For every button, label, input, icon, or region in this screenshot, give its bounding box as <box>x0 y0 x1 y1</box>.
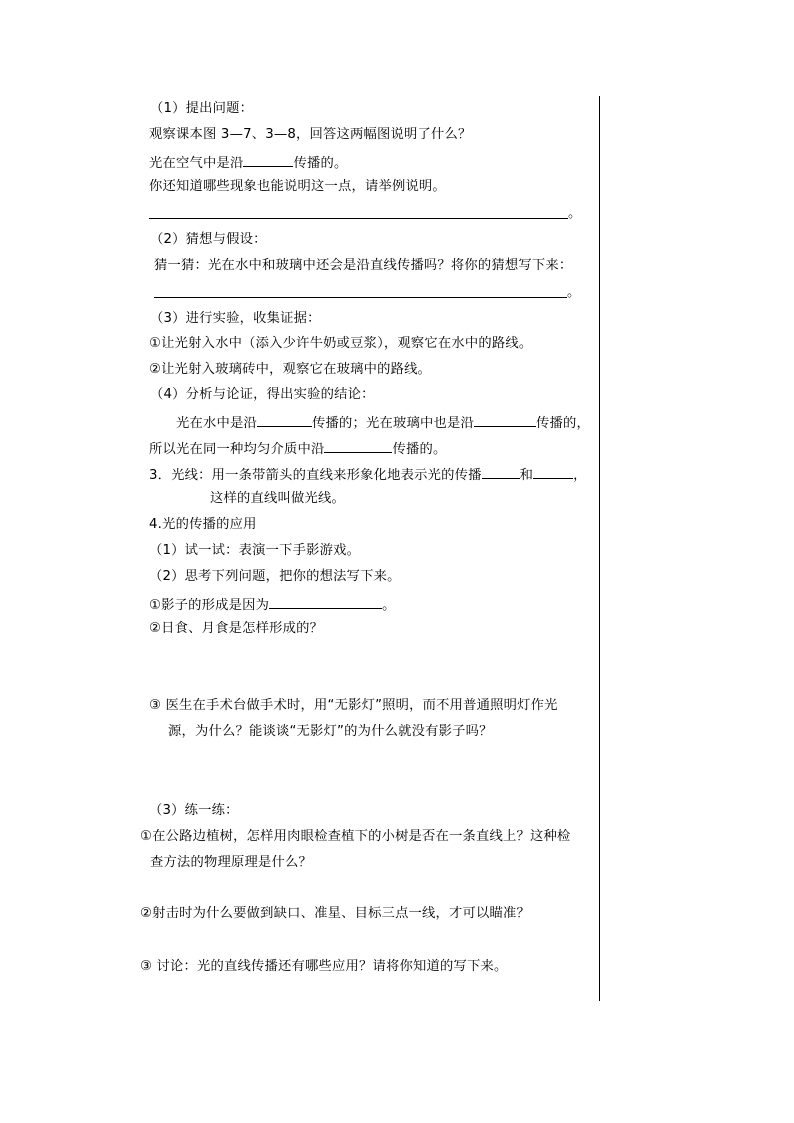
heading-hypothesis: （2）猜想与假设： <box>150 232 267 247</box>
answer-line-1[interactable] <box>149 218 568 219</box>
fill-air-propagation <box>149 153 347 172</box>
question-guess: 猜一猜：光在水中和玻璃中还会是沿直线传播吗？将你的猜想写下来： <box>154 258 573 273</box>
answer-line-1-period: 。 <box>568 206 582 221</box>
light-ray-text-3: ， <box>573 468 587 483</box>
heading-analysis: （4）分析与论证，得出实验的结论： <box>150 387 375 402</box>
blank-medium[interactable] <box>324 439 392 453</box>
light-ray-definition-cont: 这样的直线叫做光线。 <box>210 491 345 506</box>
fill-conclusion-water-glass <box>176 413 590 432</box>
fill-light-ray-definition <box>149 465 587 484</box>
experiment-step-glass: ②让光射入玻璃砖中，观察它在玻璃中的路线。 <box>149 362 432 377</box>
right-border-line <box>599 96 600 1001</box>
medium-text-2: 传播的。 <box>392 442 447 457</box>
shadow-text-1: ①影子的形成是因为 <box>149 598 270 613</box>
heading-application: 4.光的传播的应用 <box>149 517 257 532</box>
heading-ask-question: （1）提出问题： <box>150 101 254 116</box>
practice-discussion: ③ 讨论：光的直线传播还有哪些应用？请将你知道的写下来。 <box>140 959 508 974</box>
light-ray-text-2: 和 <box>519 468 534 483</box>
answer-line-2-period: 。 <box>567 285 581 300</box>
shadow-text-2: 。 <box>382 598 396 613</box>
conclusion-text-2: 传播的；光在玻璃中也是沿 <box>311 416 474 431</box>
try-hand-shadow: （1）试一试：表演一下手影游戏。 <box>149 543 361 558</box>
experiment-step-water: ①让光射入水中（添入少许牛奶或豆浆），观察它在水中的路线。 <box>149 336 533 351</box>
question-shadowless-lamp: ③ 医生在手术台做手术时，用“无影灯”照明，而不用普通照明灯作光 <box>149 698 558 713</box>
practice-shooting: ②射击时为什么要做到缺口、准星、目标三点一线，才可以瞄准？ <box>140 906 531 921</box>
answer-line-2[interactable] <box>154 297 567 298</box>
medium-text-1: 所以光在同一种均匀介质中沿 <box>149 442 325 457</box>
fill-shadow-cause <box>149 595 396 614</box>
heading-experiment: （3）进行实验，收集证据： <box>150 311 321 326</box>
practice-tree-line: ①在公路边植树，怎样用肉眼检查植下的小树是否在一条直线上？这种检 <box>140 829 571 844</box>
think-questions: （2）思考下列问题，把你的想法写下来。 <box>149 569 401 584</box>
fill-air-text-1: 光在空气中是沿 <box>149 156 244 171</box>
blank-ray-1[interactable] <box>482 465 520 479</box>
practice-tree-line-cont: 查方法的物理原理是什么？ <box>150 855 312 870</box>
question-shadowless-lamp-cont: 源，为什么？能谈谈“无影灯”的为什么就没有影子吗？ <box>168 724 493 739</box>
blank-shadow[interactable] <box>269 595 382 609</box>
blank-water[interactable] <box>257 413 312 427</box>
light-ray-text-1: 3．光线：用一条带箭头的直线来形象化地表示光的传播 <box>149 468 482 483</box>
blank-glass[interactable] <box>474 413 536 427</box>
question-other-phenomena: 你还知道哪些现象也能说明这一点，请举例说明。 <box>149 179 446 194</box>
fill-air-text-2: 传播的。 <box>293 156 348 171</box>
heading-practice: （3）练一练： <box>149 803 239 818</box>
conclusion-text-3: 传播的， <box>535 416 590 431</box>
question-observe-figures: 观察课本图 3—7、3—8，回答这两幅图说明了什么？ <box>149 127 472 142</box>
question-eclipse: ②日食、月食是怎样形成的？ <box>149 621 324 636</box>
fill-conclusion-medium <box>149 439 446 458</box>
blank-ray-2[interactable] <box>533 465 573 479</box>
conclusion-text-1: 光在水中是沿 <box>176 416 257 431</box>
blank-air[interactable] <box>243 153 293 167</box>
